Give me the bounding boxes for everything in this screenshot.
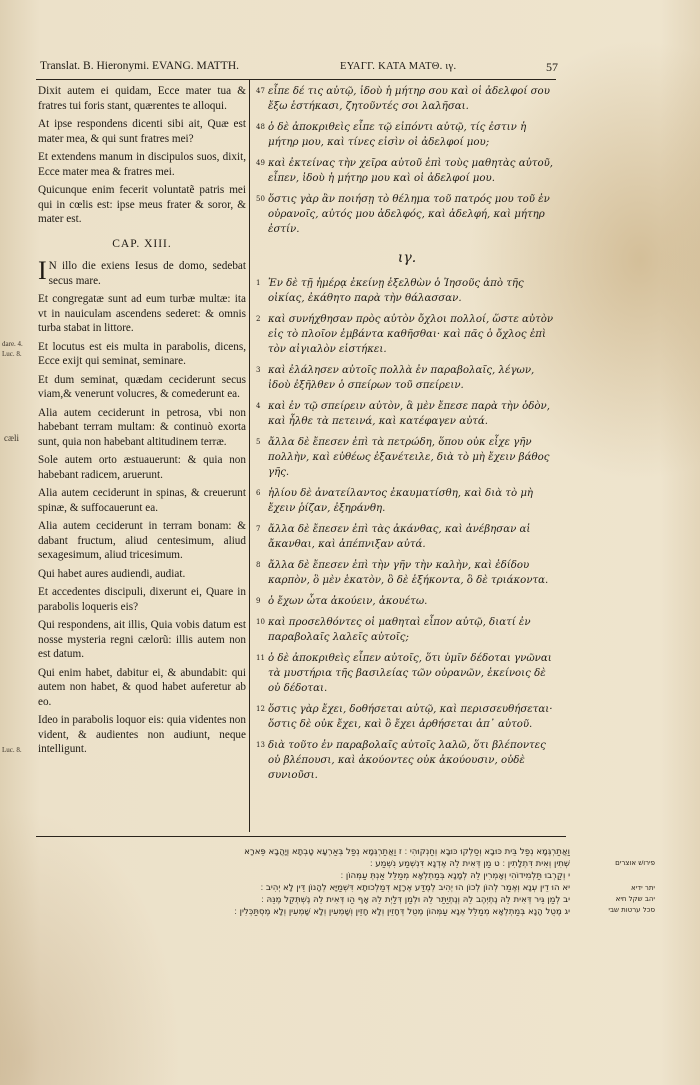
latin-verse: At ipse respondens dicenti sibi ait, Quæ est mater mea, & qui sunt fratres mei? (38, 118, 246, 145)
greek-verse: 1 Ἐν δὲ τῇ ἡμέρᾳ ἐκείνῃ ἐξελθὼν ὁ Ἰησοῦς ἀπὸ τῆς οἰκίας, ἐκάθητο παρὰ τὴν θάλασσαν. (256, 278, 524, 304)
latin-verse: I N illo die exiens Iesus de domo, sedebat secus mare. (38, 256, 246, 287)
latin-verse: Et congregatæ sunt ad eum turbæ multæ: ita vt in nauiculam ascendens sederet: & omnis turba stabat in littore. (38, 293, 246, 334)
latin-verse: Qui habet aures audiendi, audiat. (38, 567, 186, 580)
column-divider (249, 80, 250, 832)
greek-verse: 7 ἄλλα δὲ ἔπεσεν ἐπὶ τὰς ἀκάνθας, καὶ ἀνέβησαν αἱ ἄκανθαι, καὶ ἀπέπνιξαν αὐτά. (256, 524, 531, 550)
greek-verse: 48 ὁ δὲ ἀποκριθεὶς εἶπε τῷ εἰπόντι αὐτῷ, τίς ἐστιν ἡ μήτηρ μου, καὶ τίνες εἰσὶν οἱ ἀδελφοί μου; (256, 122, 527, 148)
latin-chapter-heading: CAP. XIII. (112, 237, 172, 250)
header-greek-title: ΕΥΑΓΓ. ΚΑΤΑ ΜΑΤΘ. ιγ. (340, 61, 457, 72)
greek-verse: 13 διὰ τοῦτο ἐν παραβολαῖς αὐτοῖς λαλῶ, ὅτι βλέποντες οὐ βλέπουσι, καὶ ἀκούοντες οὐκ ἀκούουσιν, οὐδὲ συνιοῦσι. (256, 740, 546, 781)
greek-verse: 3 καὶ ἐλάλησεν αὐτοῖς πολλὰ ἐν παραβολαῖς, λέγων, ἰδοὺ ἐξῆλθεν ὁ σπείρων τοῦ σπείρειν. (256, 365, 535, 391)
latin-verse: Et extendens manum in discipulos suos, dixit, Ecce mater mea & fratres mei. (38, 151, 246, 178)
greek-verse: 2 καὶ συνήχθησαν πρὸς αὐτὸν ὄχλοι πολλοί, ὥστε αὐτὸν εἰς τὸ πλοῖον ἐμβάντα καθῆσθαι· καὶ πᾶς ὁ ὄχλος ἐπὶ τὸν αἰγιαλὸν εἱστήκει. (256, 314, 554, 355)
header-rule (36, 79, 556, 80)
hebrew-side-note: יתר ידיא (631, 884, 655, 892)
hebrew-side-note: סכל ערטות שבי (608, 906, 655, 914)
greek-verse: 8 ἄλλα δὲ ἔπεσεν ἐπὶ τὴν γῆν τὴν καλὴν, καὶ ἐδίδου καρπὸν, ὃ μὲν ἑκατὸν, ὃ δὲ ἑξήκοντα, ὃ δὲ τριάκοντα. (256, 560, 549, 586)
hebrew-side-note: פירושׁ אוצרים (615, 859, 655, 867)
latin-verse: Qui enim habet, dabitur ei, & abundabit: qui autem non habet, & quod habet auferetur ab eo. (38, 666, 246, 708)
hebrew-line: שְׁתִין וְאִית דִּתְלָתִין ׃ ט מַן דְּאִית לֵהּ אֶדְנָא דִּנְשְׁמַע נִשְׁמַע ׃ (370, 859, 570, 869)
hebrew-line: יג מֶטֻל הָנָא בְּמַתְלְאָא מְמַלֵּל אְנָא עַמְּהוֹן מֶטֻל דְּחָזֵין וְלָא חָזֵין וְשָׁמְעִין וְלָא שָׁמְעִין וְלָא מֶסְתַּכְּלִין ׃ (234, 907, 570, 917)
margin-note: Luc. 8. (2, 746, 22, 754)
greek-verse: 47 εἶπε δέ τις αὐτῷ, ἰδοὺ ἡ μήτηρ σου καὶ οἱ ἀδελφοί σου ἔξω ἑστήκασι, ζητοῦντές σοι λαλῆσαι. (256, 86, 550, 112)
greek-verse: 9 ὁ ἔχων ὦτα ἀκούειν, ἀκουέτω. (256, 596, 428, 607)
latin-verse: Et dum seminat, quædam ceciderunt secus viam,& venerunt volucres, & comederunt ea. (38, 373, 246, 400)
margin-note: cæli (4, 433, 19, 443)
greek-verse: 5 ἄλλα δὲ ἔπεσεν ἐπὶ τὰ πετρώδη, ὅπου οὐκ εἶχε γῆν πολλὴν, καὶ εὐθέως ἐξανέτειλε, διὰ τὸ μὴ ἔχειν βάθος γῆς. (256, 437, 550, 478)
greek-verse: 4 καὶ ἐν τῷ σπείρειν αὐτὸν, ἃ μὲν ἔπεσε παρὰ τὴν ὁδὸν, καὶ ἦλθε τὰ πετεινά, καὶ κατέφαγεν αὐτά. (256, 401, 550, 427)
latin-verse: Alia autem ceciderunt in petrosa, vbi non habebant terram multam: & continuò exorta sunt, quia non habebant altitudinem terræ. (38, 406, 246, 448)
greek-verse: 11 ὁ δὲ ἀποκριθεὶς εἶπεν αὐτοῖς, ὅτι ὑμῖν δέδοται γνῶναι τὰ μυστήρια τῆς βασιλείας τῶν οὐρανῶν, ἐκείνοις δὲ οὐ δέδοται. (256, 653, 552, 694)
hebrew-side-note: יהב שקל חיא (615, 895, 655, 903)
hebrew-text-block (234, 846, 570, 918)
latin-verse: Quicunque enim fecerit voluntatẽ patris mei qui in cœlis est: ipse meus frater & soror, & mater est. (38, 184, 246, 225)
latin-verse: Et locutus est eis multa in parabolis, dicens, Ecce exijt qui seminat, seminare. (38, 340, 246, 367)
latin-verse: Sole autem orto æstuauerunt: & quia non habebant radicem, aruerunt. (38, 454, 246, 481)
greek-verse: 10 καὶ προσελθόντες οἱ μαθηταὶ εἶπον αὐτῷ, διατί ἐν παραβολαῖς λαλεῖς αὐτοῖς; (256, 617, 531, 643)
margin-note: dare. 4. (2, 340, 23, 348)
hebrew-side-notes (575, 858, 655, 916)
greek-verse: 50 ὅστις γὰρ ἂν ποιήσῃ τὸ θέλημα τοῦ πατρός μου τοῦ ἐν οὐρανοῖς, αὐτός μου ἀδελφός, καὶ ἀδελφή, καὶ μήτηρ ἐστίν. (256, 194, 550, 235)
latin-verse: Alia autem ceciderunt in terram bonam: & dabant fructum, aliud centesimum, aliud sexagesimum, aliud tricesimum. (38, 520, 246, 561)
hebrew-line: יא הוּ דֵין עְנָא וְאֶמַר לְהוֹן לְכוֹן הוּ יְהִיב לְמֶדַּע אֶרָזָא דְּמַלְכוּתָא דִּשְׁמַיָּא לְהָנוֹן דֵּין לָא יְהִיב ׃ (260, 883, 570, 893)
latin-verse: Ideo in parabolis loquor eis: quia videntes non vident, & audientes non audiunt, neque intelligunt. (38, 714, 246, 755)
latin-verse: Dixit autem ei quidam, Ecce mater tua & fratres tui foris stant, quærentes te alloqui. (38, 85, 246, 112)
latin-verse: Alia autem ceciderunt in spinas, & creuerunt spinæ, & suffocauerunt ea. (38, 487, 246, 514)
page-number: 57 (546, 60, 558, 74)
greek-verse: 6 ἡλίου δὲ ἀνατείλαντος ἐκαυματίσθη, καὶ διὰ τὸ μὴ ἔχειν ῥίζαν, ἐξηράνθη. (256, 488, 534, 514)
greek-verse: 49 καὶ ἐκτείνας τὴν χεῖρα αὐτοῦ ἐπὶ τοὺς μαθητὰς αὐτοῦ, εἶπεν, ἰδοὺ ἡ μήτηρ μου καὶ οἱ ἀδελφοί μου. (256, 158, 554, 184)
margin-note: Luc. 8. (2, 350, 22, 358)
running-header (40, 60, 560, 80)
greek-verse: 12 ὅστις γὰρ ἔχει, δοθήσεται αὐτῷ, καὶ περισσευθήσεται· ὅστις δὲ οὐκ ἔχει, καὶ ὃ ἔχει ἀρθήσεται ἀπ᾽ αὐτοῦ. (256, 704, 553, 730)
latin-column (38, 84, 246, 761)
hebrew-line: יב לְמַן גֵּיר דְּאִית לֵהּ נֶתְיְהֶב לֵהּ וְנֶתְיַתַּר לֵהּ וּלְמַן דְּלַיְת לֵהּ אָף הַו דְּאִית לֵהּ נֶשְׁתְּקֵל מֶנֵּהּ ׃ (261, 895, 570, 905)
greek-chapter-heading: ιγ. (397, 250, 417, 266)
greek-column (258, 84, 556, 789)
latin-verse: Qui respondens, ait illis, Quia vobis datum est nosse mysteria regni cælorũ: illis autem non est datum. (38, 619, 246, 660)
hebrew-line: וַאֲתַרְגְּמָא נְפַל בֵּית כּוּבָא וְסַלְקוּ כּוּבָא וְחַנְקוּהִי ׃ ז וַאֲתַרְגְּמָא נְפַל בְּאַרְעָא טָבְתָא וְיָהֲבָא פֵּארָא (244, 847, 570, 857)
drop-cap: I (38, 256, 47, 285)
latin-verse: Et accedentes discipuli, dixerunt ei, Quare in parabolis loqueris eis? (38, 586, 246, 613)
hebrew-section-rule (36, 836, 566, 837)
hebrew-line: י וְקַרְבוּ תַּלְמִידוֹהִי וְאָמְרִין לֵהּ לְמָנָא בְּמַתְלְאָא מְמַלֵּל אַנְתְּ עַמְּהוֹן ׃ (340, 871, 570, 881)
header-latin-title: Translat. B. Hieronymi. EVANG. MATTH. (40, 60, 240, 72)
